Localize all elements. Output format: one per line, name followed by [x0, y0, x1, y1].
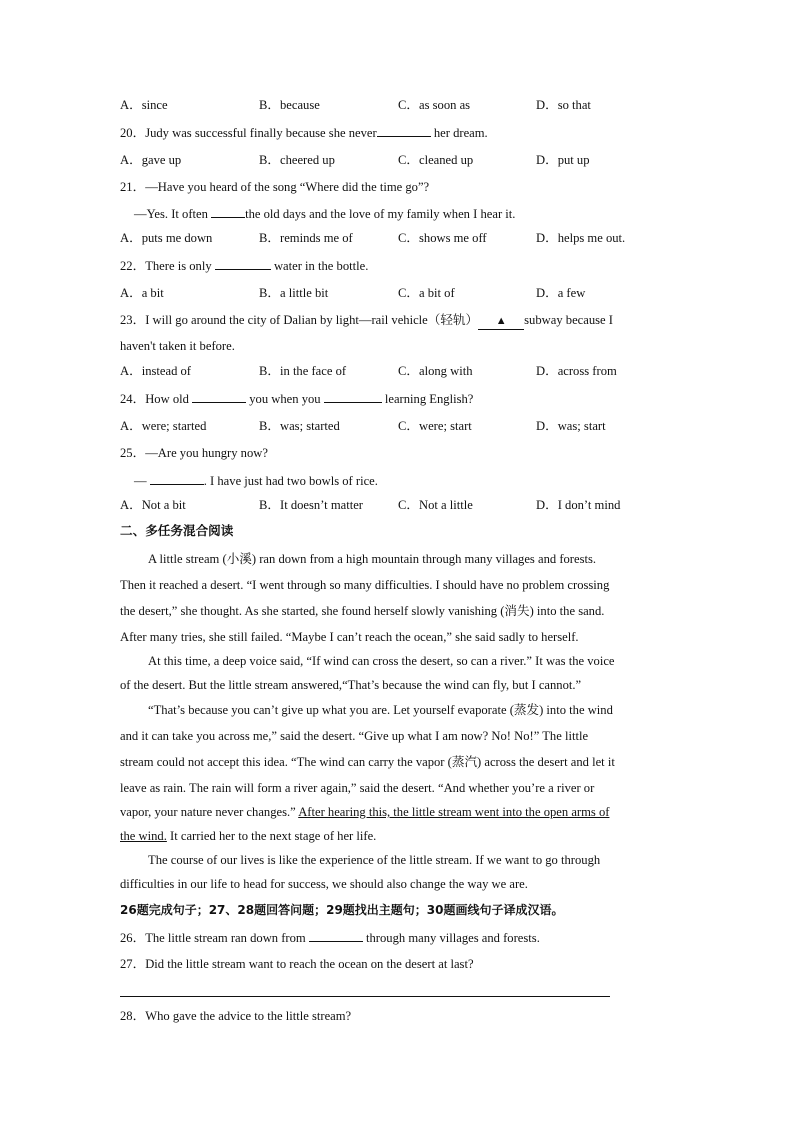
q24-blank-1[interactable] — [192, 390, 246, 403]
q24-option-d[interactable]: D．was; start — [536, 419, 606, 433]
q23-stem: 23．I will go around the city of Dalian by light—rail vehicle（轻轨） ▲ subway because I — [120, 312, 613, 330]
q21-stem: 21．—Have you heard of the song “Where did the time go”? — [120, 180, 430, 194]
passage-line: difficulties in our life to head for success, we should also change the way we are. — [120, 877, 528, 891]
q26-blank[interactable] — [309, 929, 363, 942]
q23-option-c[interactable]: C．along with — [398, 364, 473, 378]
q23-option-b[interactable]: B．in the face of — [259, 364, 347, 378]
q24-stem: 24．How old you when you learning English? — [120, 392, 474, 406]
underlined-sentence-end: the wind. — [120, 829, 167, 843]
q25-option-b[interactable]: B．It doesn’t matter — [259, 498, 363, 512]
q25-option-a[interactable]: A．Not a bit — [120, 498, 186, 512]
q24-option-b[interactable]: B．was; started — [259, 419, 340, 433]
q19-option-c[interactable]: C．as soon as — [398, 98, 471, 112]
q21-reply: —Yes. It often the old days and the love of my family when I hear it. — [134, 207, 516, 221]
q20-options — [120, 152, 680, 168]
q22-option-d[interactable]: D．a few — [536, 286, 586, 300]
q22-option-b[interactable]: B．a little bit — [259, 286, 329, 300]
passage-line: “That’s because you can’t give up what you are. Let yourself evaporate (蒸发) into the wind — [148, 703, 613, 717]
q27-stem: 27．Did the little stream want to reach the ocean on the desert at last? — [120, 957, 474, 971]
q28-stem: 28．Who gave the advice to the little stream? — [120, 1009, 352, 1023]
q24-option-a[interactable]: A．were; started — [120, 419, 207, 433]
passage-line: vapor, your nature never changes.” After hearing this, the little stream went into the open arms of — [120, 805, 610, 819]
q20-option-d[interactable]: D．put up — [536, 153, 590, 167]
q19-option-b[interactable]: B．because — [259, 98, 320, 112]
passage-line: leave as rain. The rain will form a river again,” said the desert. “And whether you’re a river or — [120, 781, 595, 795]
passage-line: and it can take you across me,” said the desert. “Give up what I am now? No! No!” The little — [120, 729, 589, 743]
q23-blank[interactable]: ▲ — [478, 313, 524, 330]
q21-option-d[interactable]: D．helps me out. — [536, 231, 626, 245]
passage-line: of the desert. But the little stream answered,“That’s because the wind can fly, but I cannot.” — [120, 678, 582, 692]
underlined-sentence: After hearing this, the little stream went into the open arms of — [298, 805, 610, 819]
passage-line: Then it reached a desert. “I went through so many difficulties. I should have no problem crossing — [120, 578, 610, 592]
q23-option-a[interactable]: A．instead of — [120, 364, 191, 378]
q20-stem: 20．Judy was successful finally because she never her dream. — [120, 126, 488, 140]
passage-line: the desert,” she thought. As she started, she found herself slowly vanishing (消失) into the sand. — [120, 604, 605, 618]
q22-option-c[interactable]: C．a bit of — [398, 286, 455, 300]
q21-blank[interactable] — [211, 205, 245, 218]
q25-blank[interactable] — [150, 472, 204, 485]
section-title: 二、多任务混合阅读 — [120, 523, 234, 538]
q19-option-a[interactable]: A．since — [120, 98, 168, 112]
passage-line: At this time, a deep voice said, “If wind can cross the desert, so can a river.” It was the voice — [148, 654, 615, 668]
task-instructions: 26题完成句子；27、28题回答问题；29题找出主题句；30题画线句子译成汉语。 — [120, 903, 564, 917]
q20-option-c[interactable]: C．cleaned up — [398, 153, 474, 167]
q22-stem: 22．There is only water in the bottle. — [120, 259, 369, 273]
q25-option-d[interactable]: D．I don’t mind — [536, 498, 621, 512]
q20-option-a[interactable]: A．gave up — [120, 153, 182, 167]
q25-reply: — . I have just had two bowls of rice. — [134, 474, 378, 488]
passage-line: A little stream (小溪) ran down from a high mountain through many villages and forests. — [148, 552, 597, 566]
passage-line: the wind. It carried her to the next stage of her life. — [120, 829, 377, 843]
q24-blank-2[interactable] — [324, 390, 382, 403]
q24-options — [120, 418, 680, 434]
q21-option-b[interactable]: B．reminds me of — [259, 231, 353, 245]
q21-option-a[interactable]: A．puts me down — [120, 231, 213, 245]
q22-option-a[interactable]: A．a bit — [120, 286, 164, 300]
q19-options — [120, 97, 680, 113]
q23-option-d[interactable]: D．across from — [536, 364, 617, 378]
q26-stem: 26．The little stream ran down from through many villages and forests. — [120, 931, 540, 945]
q21-option-c[interactable]: C．shows me off — [398, 231, 487, 245]
q27-answer-line[interactable] — [120, 996, 610, 997]
q22-options — [120, 285, 680, 301]
passage-line: After many tries, she still failed. “Maybe I can’t reach the ocean,” she said sadly to herself. — [120, 630, 579, 644]
q24-option-c[interactable]: C．were; start — [398, 419, 472, 433]
q20-option-b[interactable]: B．cheered up — [259, 153, 335, 167]
q25-option-c[interactable]: C．Not a little — [398, 498, 473, 512]
q19-option-d[interactable]: D．so that — [536, 98, 591, 112]
passage-line: The course of our lives is like the experience of the little stream. If we want to go through — [148, 853, 601, 867]
q20-blank[interactable] — [377, 124, 431, 137]
q25-options — [120, 497, 680, 513]
q21-options — [120, 230, 680, 246]
q23-options — [120, 363, 680, 379]
passage-line: stream could not accept this idea. “The wind can carry the vapor (蒸汽) across the desert and let it — [120, 755, 615, 769]
q22-blank[interactable] — [215, 257, 271, 270]
q25-stem: 25．—Are you hungry now? — [120, 446, 268, 460]
q23-stem-line2: haven't taken it before. — [120, 339, 235, 353]
